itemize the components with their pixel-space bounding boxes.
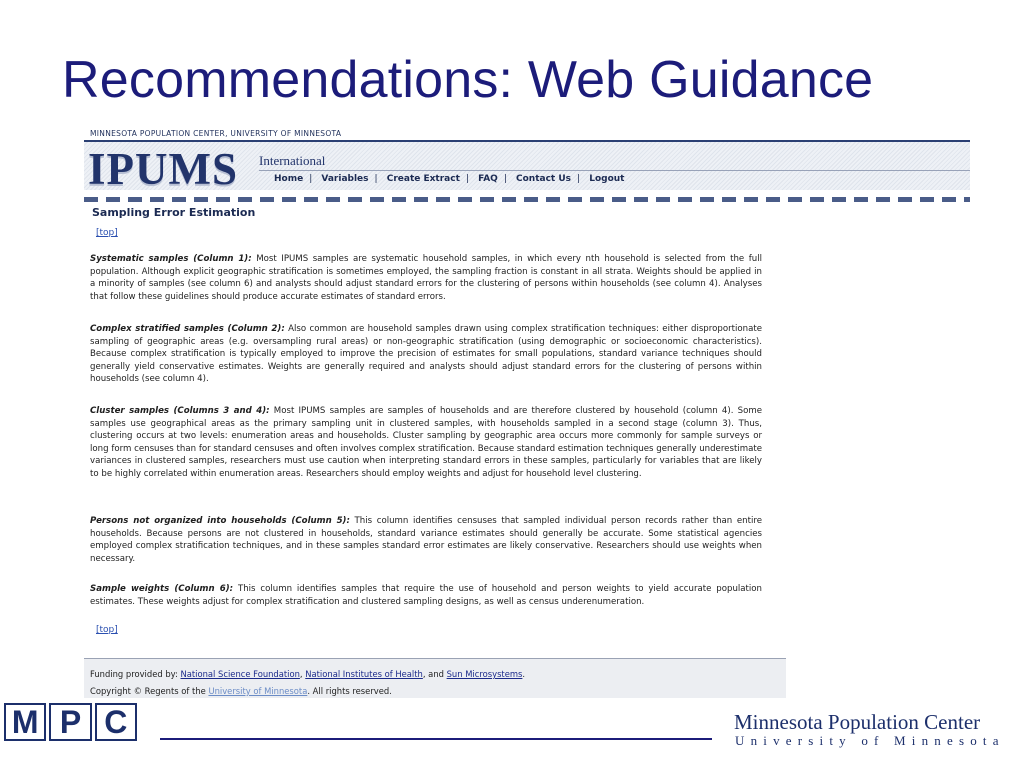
nav-separator: | <box>577 174 581 184</box>
site-header <box>84 140 970 194</box>
nav-separator: | <box>503 174 507 184</box>
link-university[interactable]: University of Minnesota <box>208 686 308 696</box>
mpc-letter-m: M <box>4 703 46 741</box>
logo-subtitle: International <box>259 153 326 168</box>
center-name: Minnesota Population Center <box>734 710 981 734</box>
paragraph-weights <box>90 583 762 608</box>
copyright-suffix: . All rights reserved. <box>307 686 392 696</box>
nav-logout[interactable]: Logout <box>589 174 625 184</box>
university-name: University of Minnesota <box>735 733 1005 748</box>
paragraph-persons <box>90 515 762 565</box>
section-heading: Sampling Error Estimation <box>92 206 256 219</box>
footer-rule <box>160 738 712 740</box>
nav-create-extract[interactable]: Create Extract <box>386 174 460 184</box>
top-link-bottom[interactable]: [top] <box>96 625 118 635</box>
header-rule <box>259 170 970 171</box>
paragraph-text: Also common are household samples drawn using complex stratification techniques: either disproportionate sampling of geographic areas (e.g. oversampling rural areas) or non-geographic stratification (using demographic or socioeconomic characteristics). Because complex stratification is typically employed to improve the precision of estimates for small populations, standard variance techniques should generally yield conservative estimates. Weights are generally required and analysts should adjust standard errors for the clustering of persons within households (see column 4). <box>90 324 762 385</box>
copyright-prefix: Copyright © Regents of the <box>90 686 209 696</box>
paragraph-text: This column identifies censuses that sampled individual person records rather than entire households. Because persons are not clustered in households, standard variance estimates should generally be accurate. Some statistical agencies employed complex stratification techniques, and in these samples standard error estimates are likely conservative. Researchers should use weights when necessary. <box>90 516 762 564</box>
nav-contact-us[interactable]: Contact Us <box>516 174 572 184</box>
separator: . <box>522 669 526 679</box>
link-nsf[interactable]: National Science Foundation <box>180 669 300 679</box>
site-footer <box>84 658 786 698</box>
nav-separator: | <box>465 174 469 184</box>
paragraph-lead: Complex stratified samples (Column 2): <box>90 324 285 334</box>
nav-faq[interactable]: FAQ <box>478 174 498 184</box>
org-line: MINNESOTA POPULATION CENTER, UNIVERSITY OF MINNESOTA <box>90 129 342 138</box>
web-screenshot <box>84 128 970 698</box>
main-nav <box>268 174 630 184</box>
paragraph-systematic <box>90 253 762 303</box>
ipums-logo[interactable]: IPUMS <box>88 144 238 194</box>
link-sun[interactable]: Sun Microsystems <box>446 669 523 679</box>
header-dash-bar <box>84 197 970 202</box>
nav-separator: | <box>374 174 378 184</box>
mpc-letter-c: C <box>95 703 137 741</box>
slide-title: Recommendations: Web Guidance <box>62 51 874 109</box>
funding-line <box>90 669 525 679</box>
paragraph-lead: Persons not organized into households (Column 5): <box>90 516 350 526</box>
nav-separator: | <box>309 174 313 184</box>
separator: , <box>299 669 306 679</box>
paragraph-complex-stratified <box>90 323 762 386</box>
link-nih[interactable]: National Institutes of Health <box>305 669 423 679</box>
paragraph-lead: Sample weights (Column 6): <box>90 584 234 594</box>
paragraph-cluster <box>90 405 762 481</box>
nav-home[interactable]: Home <box>274 174 304 184</box>
funding-prefix: Funding provided by: <box>90 669 181 679</box>
paragraph-lead: Cluster samples (Columns 3 and 4): <box>90 406 270 416</box>
separator: , and <box>422 669 447 679</box>
nav-variables[interactable]: Variables <box>321 174 369 184</box>
paragraph-text: Most IPUMS samples are systematic household samples, in which every nth household is selected from the full population. Although explicit geographic stratification is sometimes employed, the sampling fraction is constant in all strata. Weights should be applied in a minority of samples (see column 6) and analysts should adjust standard errors for the clustering of persons within households (see column 4). Analyses that follow these guidelines should produce accurate estimates of standard errors. <box>90 254 762 302</box>
top-link[interactable]: [top] <box>96 228 118 238</box>
paragraph-lead: Systematic samples (Column 1): <box>90 254 252 264</box>
mpc-letter-p: P <box>49 703 91 741</box>
paragraph-text: This column identifies samples that require the use of household and person weights to yield accurate population estimates. These weights adjust for complex stratification and clustered sampling designs, as well as census underenumeration. <box>90 584 763 607</box>
copyright-line <box>90 686 392 696</box>
paragraph-text: Most IPUMS samples are samples of households and are therefore clustered by household (column 4). Some samples use geographical areas as the primary sampling unit in clustered samples, with households sampled in a second stage (column 3). Thus, clustering occurs at two levels: enumeration areas and households. Cluster sampling by geographic area occurs more commonly for sample surveys or long form censuses than for standard censuses and often involves complex stratification. Because standard estimation techniques generally underestimate variances in clustered samples, researchers must use caution when interpreting standard errors in these samples, particularly for variables that are likely to be highly correlated within enumeration areas. Researchers should employ weights and adjust for household level clustering. <box>90 406 763 479</box>
mpc-logo <box>4 703 140 741</box>
